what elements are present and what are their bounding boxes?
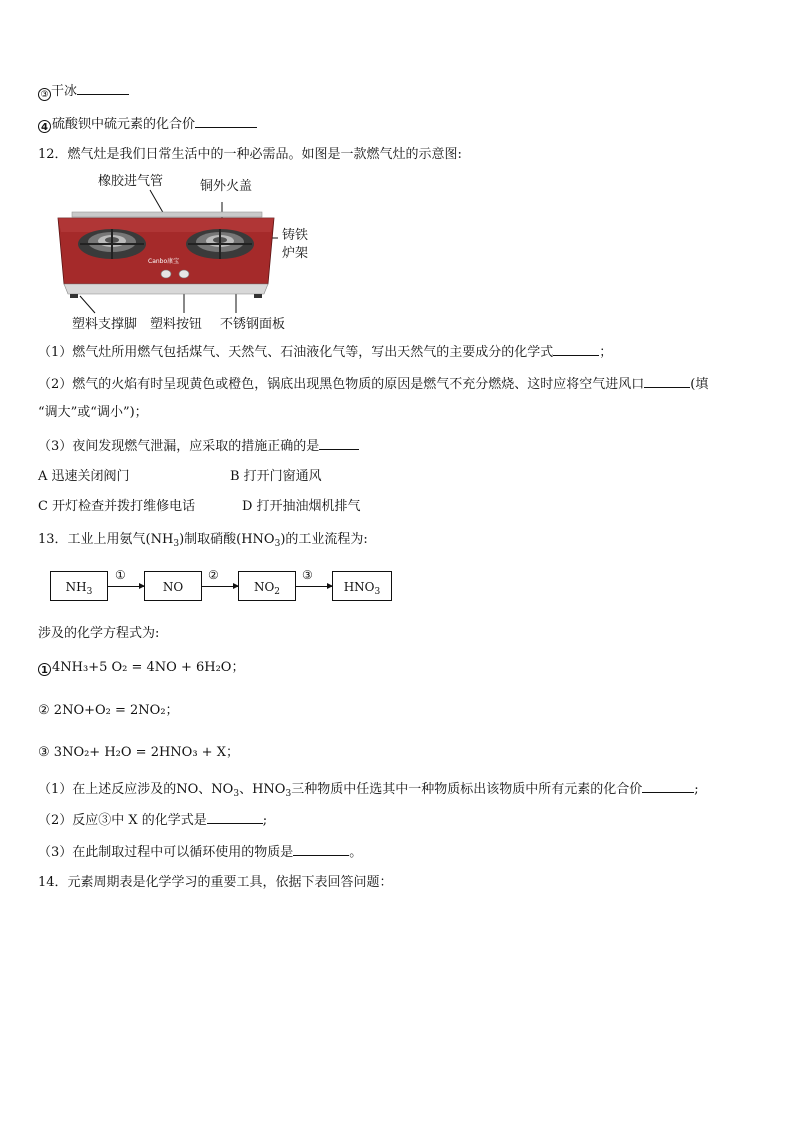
label-rubber-tube: 橡胶进气管: [98, 174, 164, 189]
q13-sub1-part2: 、HNO: [239, 782, 286, 797]
brand-logo: Canbo康宝: [148, 258, 180, 265]
q11-item4-number: 4: [38, 120, 51, 133]
q13-sub2-text: （2）反应③中 X 的化学式是: [38, 813, 207, 828]
q13-stem-part1: 13．工业上用氨气(NH: [38, 532, 174, 547]
q14-stem: 14．元素周期表是化学学习的重要工具，依据下表回答问题：: [38, 875, 393, 890]
flow-box-nh3: $NH_3$: [50, 571, 108, 601]
q12-options-row1: [38, 468, 322, 486]
label-copper-cover: 铜外火盖: [200, 179, 253, 194]
left-burner: [78, 229, 146, 259]
q13-sub2: [38, 811, 267, 830]
q12-sub2-answer-blank[interactable]: [644, 375, 690, 388]
q12-sub1: [38, 343, 612, 362]
q13-stem: [38, 531, 368, 553]
q13-sub2-end: ;: [262, 813, 268, 828]
q13-sub1-answer-blank[interactable]: [642, 780, 694, 793]
gas-stove-figure: [50, 170, 320, 334]
q13-sub1-part3: 三种物质中任选其中一种物质标出该物质中所有元素的化合价: [291, 782, 643, 797]
right-burner: [186, 229, 254, 259]
q12-sub2-continued: “调大”或“调小”)；: [38, 405, 148, 420]
flow-box-no2: $NO_2$: [238, 571, 296, 601]
option-a[interactable]: A 迅速关闭阀门: [38, 469, 130, 484]
q13-eq-intro: 涉及的化学方程式为:: [38, 626, 160, 641]
q12-sub3-text: （3）夜间发现燃气泄漏，应采取的措施正确的是: [38, 439, 320, 454]
q12-sub3: [38, 437, 359, 456]
flow-arrow-3: [296, 586, 332, 587]
q13-sub2-answer-blank[interactable]: [207, 811, 263, 824]
q13-eq3: [38, 744, 239, 762]
q11-item3-number: ③: [38, 88, 51, 101]
flow-step-1: ①: [115, 568, 126, 582]
q13-eq1: [38, 659, 244, 677]
flow-step-3: ③: [302, 568, 313, 582]
eq1-number: 1: [38, 663, 51, 676]
eq3-number: ③: [38, 745, 50, 760]
label-plastic-feet: 塑料支撑脚: [72, 317, 138, 332]
q12-sub1-text: （1）燃气灶所用燃气包括煤气、天然气、石油液化气等，写出天然气的主要成分的化学式: [38, 345, 554, 360]
eq1-text: 4NH₃+5 O₂ = 4NO + 6H₂O；: [52, 660, 245, 675]
q13-sub1-part1: （1）在上述反应涉及的NO、NO: [38, 782, 234, 797]
flow-arrow-1: [108, 586, 144, 587]
q13-sub3-answer-blank[interactable]: [293, 843, 349, 856]
flow-box-no: NO: [144, 571, 202, 601]
q11-item4-answer-blank[interactable]: [195, 115, 257, 128]
panel-sheen: [58, 218, 274, 232]
q13-sub3: [38, 843, 362, 862]
q12-options-row2: [38, 498, 361, 516]
eq3-text: 3NO₂+ H₂O = 2HNO₃ + X；: [53, 745, 239, 760]
q12-sub1-end: ；: [599, 345, 613, 360]
q13-eq2: [38, 702, 179, 720]
q13-sub1-end: ;: [694, 782, 699, 797]
q12-sub3-answer-blank[interactable]: [319, 437, 359, 450]
foot-left: [70, 294, 78, 298]
q13-stem-sub1: 3: [173, 539, 180, 549]
gas-stove-illustration: [50, 170, 320, 330]
q13-sub3-text: （3）在此制取过程中可以循环使用的物质是: [38, 845, 294, 860]
flow-arrow-2: [202, 586, 238, 587]
q12-sub2-end: (填: [690, 377, 709, 392]
q12-sub2-text: （2）燃气的火焰有时呈现黄色或橙色，锅底出现黑色物质的原因是燃气不充分燃烧、这时应将空气进风口: [38, 377, 645, 392]
q13-sub1: （1）在上述反应涉及的NO、$NO_3$、$HNO_3$三种物质中任选其中一种物质标出该物质中所有元素的化合价 ;: [38, 782, 699, 799]
q12-sub1-answer-blank[interactable]: [553, 343, 599, 356]
q12-stem: 12．燃气灶是我们日常生活中的一种必需品。如图是一款燃气灶的示意图:: [38, 147, 462, 162]
q11-item4-text: 硫酸钡中硫元素的化合价: [52, 117, 196, 132]
q12-sub2: [38, 375, 708, 394]
q11-item3: [38, 82, 129, 101]
flow-box-hno3: $HNO_3$: [332, 571, 392, 601]
back-rim: [72, 212, 262, 217]
steel-front: [64, 284, 268, 294]
q13-stem-sub2: 3: [274, 539, 281, 549]
option-b[interactable]: B 打开门窗通风: [230, 469, 322, 484]
q13-sub3-end: 。: [349, 845, 363, 860]
q11-item3-answer-blank[interactable]: [77, 82, 129, 95]
flow-step-2: ②: [208, 568, 219, 582]
label-iron-frame-1: 铸铁: [282, 228, 309, 243]
eq2-text: 2NO+O₂ = 2NO₂；: [53, 703, 179, 718]
feet-leader-line: [80, 296, 95, 313]
q13-stem-part3: )的工业流程为:: [280, 532, 368, 547]
eq2-number: ②: [38, 703, 50, 718]
option-d[interactable]: D 打开抽油烟机排气: [242, 499, 361, 514]
option-c[interactable]: C 开灯检查并拨打维修电话: [38, 499, 196, 514]
foot-right: [254, 294, 262, 298]
q11-item3-text: 干冰: [51, 84, 78, 99]
label-plastic-knob: 塑料按钮: [150, 317, 203, 332]
q13-stem-part2: )制取硝酸(HNO: [179, 532, 275, 547]
label-steel-panel: 不锈钢面板: [220, 317, 286, 332]
label-iron-frame-2: 炉架: [282, 246, 309, 261]
q11-item4: [38, 115, 257, 134]
